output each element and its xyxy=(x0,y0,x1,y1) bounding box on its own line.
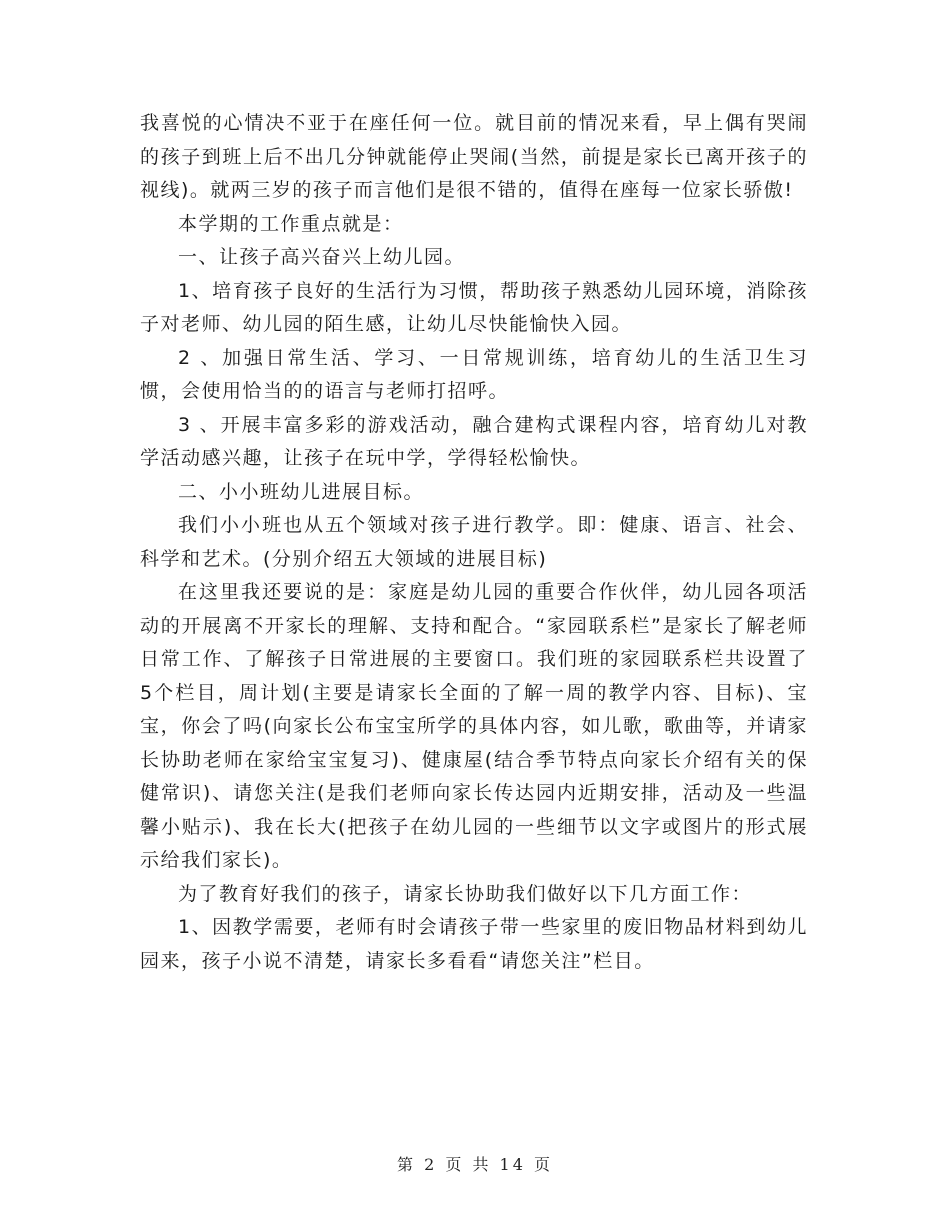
paragraph-4: 1、培育孩子良好的生活行为习惯，帮助孩子熟悉幼儿园环境，消除孩子对老师、幼儿园的陌生感，让幼儿尽快能愉快入园。 xyxy=(140,279,808,335)
paragraph-7: 二、小小班幼儿进展目标。 xyxy=(178,480,425,503)
document-body xyxy=(140,107,808,978)
paragraph-9: 在这里我还要说的是：家庭是幼儿园的重要合作伙伴，幼儿园各项活动的开展离不开家长的理解、支持和配合。“家园联系栏”是家长了解老师日常工作、了解孩子日常进展的主要窗口。我们班的家园联系栏共设置了5个栏目，周计划(主要是请家长全面的了解一周的教学内容、目标)、宝宝，你会了吗(向家长公布宝宝所学的具体内容，如儿歌，歌曲等，并请家长协助老师在家给宝宝复习)、健康屋(结合季节特点向家长介绍有关的保健常识)、请您关注(是我们老师向家长传达园内近期安排，活动及一些温馨小贴示)、我在长大(把孩子在幼儿园的一些细节以文字或图片的形式展示给我们家长)。 xyxy=(140,581,808,871)
paragraph-5: 2 、加强日常生活、学习、一日常规训练，培育幼儿的生活卫生习惯，会使用恰当的的语言与老师打招呼。 xyxy=(140,346,808,402)
paragraph-10: 为了教育好我们的孩子，请家长协助我们做好以下几方面工作： xyxy=(178,882,753,905)
page-number-footer: 第 2 页 共 14 页 xyxy=(397,1155,553,1174)
paragraph-3: 一、让孩子高兴奋兴上幼儿园。 xyxy=(178,246,466,268)
paragraph-11: 1、因教学需要，老师有时会请孩子带一些家里的废旧物品材料到幼儿园来，孩子小说不清楚，请家长多看看“请您关注”栏目。 xyxy=(140,916,808,972)
paragraph-6: 3 、开展丰富多彩的游戏活动，融合建构式课程内容，培育幼儿对教学活动感兴趣，让孩子在玩中学，学得轻松愉快。 xyxy=(140,413,808,469)
paragraph-1: 我喜悦的心情决不亚于在座任何一位。就目前的情况来看，早上偶有哭闹的孩子到班上后不出几分钟就能停止哭闹(当然，前提是家长已离开孩子的视线)。就两三岁的孩子而言他们是很不错的，值得在座每一位家长骄傲! xyxy=(140,112,808,201)
paragraph-2: 本学期的工作重点就是： xyxy=(178,212,404,235)
paragraph-8: 我们小小班也从五个领域对孩子进行教学。即：健康、语言、社会、科学和艺术。(分别介绍五大领域的进展目标) xyxy=(140,514,808,570)
